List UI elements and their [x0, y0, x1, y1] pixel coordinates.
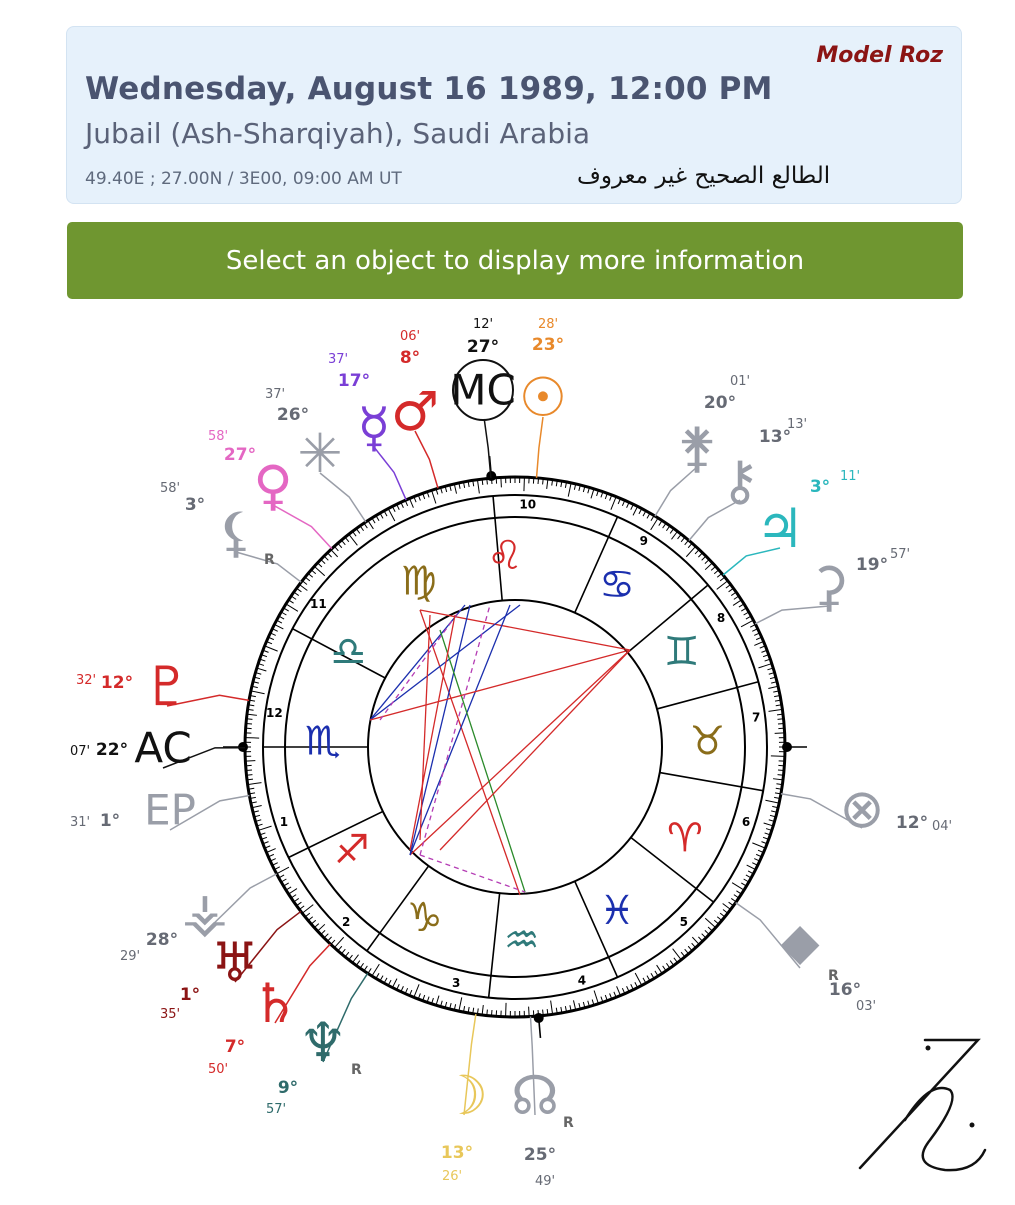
chiron-degree: 13° — [759, 427, 791, 447]
mc-point-minutes: 12' — [473, 317, 493, 332]
venus-glyph[interactable]: ♀ — [253, 454, 293, 517]
venus-symbol[interactable] — [253, 454, 293, 517]
ceres-glyph[interactable]: ⚳ — [809, 555, 849, 618]
house-number-9: 9 — [640, 534, 648, 548]
uranus-glyph[interactable]: ♅ — [211, 931, 259, 994]
neptune-symbol[interactable] — [299, 1011, 362, 1078]
saturn-glyph[interactable]: ♄ — [251, 972, 299, 1035]
house-cusp — [657, 682, 758, 709]
capricorn-sign[interactable]: ♑ — [407, 895, 443, 941]
north-node-degree: 25° — [524, 1145, 556, 1165]
neptune-minutes: 57' — [266, 1102, 286, 1117]
mars-symbol[interactable] — [391, 380, 439, 443]
gemini-sign[interactable]: ♊ — [664, 629, 700, 675]
vesta-glyph[interactable]: ⚶ — [182, 881, 228, 944]
cancer-sign[interactable]: ♋ — [599, 562, 635, 608]
eris-glyph[interactable]: ⯁ — [778, 917, 821, 980]
house-cusp — [660, 773, 763, 791]
degree-tick — [258, 826, 271, 830]
asc-marker-dot — [238, 742, 248, 752]
vesta-degree: 28° — [146, 930, 178, 950]
degree-tick — [274, 624, 283, 629]
degree-tick — [265, 646, 278, 651]
east-point-minutes: 31' — [70, 815, 90, 830]
degree-tick — [758, 664, 771, 668]
ascendant-glyph[interactable]: AC — [134, 724, 191, 773]
chiron-glyph[interactable]: ⚷ — [720, 449, 760, 512]
pluto-symbol[interactable] — [143, 655, 191, 718]
degree-tick — [635, 973, 642, 985]
pluto-minutes: 32' — [76, 673, 96, 688]
juno-glyph[interactable]: ⚵ — [677, 416, 717, 479]
venus-minutes: 58' — [208, 429, 228, 444]
ceres-minutes: 57' — [890, 547, 910, 562]
jupiter-glyph[interactable]: ♃ — [756, 497, 804, 560]
ascendant-symbol[interactable] — [134, 724, 191, 773]
ascendant-minutes: 07' — [70, 744, 90, 759]
degree-tick — [248, 783, 262, 785]
aspect-line — [420, 615, 430, 840]
north-node-glyph[interactable]: ☊ — [511, 1064, 559, 1127]
mars-minutes: 06' — [400, 329, 420, 344]
sun-minutes: 28' — [538, 317, 558, 332]
east-point-glyph[interactable]: EP — [144, 786, 196, 835]
house-number-10: 10 — [519, 497, 536, 511]
libra-sign[interactable]: ♎ — [330, 629, 366, 675]
house-number-5: 5 — [680, 915, 688, 929]
east-point-degree: 1° — [100, 811, 120, 831]
degree-tick — [314, 566, 324, 575]
eris-degree: 16° — [829, 980, 861, 1000]
dsc-marker-dot — [782, 742, 792, 752]
taurus-sign[interactable]: ♉ — [689, 718, 725, 764]
ascendant-degree: 22° — [96, 740, 128, 760]
pallas-degree: 26° — [277, 405, 309, 425]
eris-minutes: 03' — [856, 999, 876, 1014]
leo-sign[interactable]: ♌ — [487, 533, 523, 579]
jupiter-symbol[interactable] — [756, 497, 804, 560]
chart-coordinates: 49.40E ; 27.00N / 3E00, 09:00 AM UT — [85, 169, 402, 189]
jupiter-minutes: 11' — [840, 469, 860, 484]
mc-point-symbol[interactable] — [450, 360, 516, 420]
venus-degree: 27° — [224, 445, 256, 465]
degree-tick — [551, 1001, 553, 1015]
mercury-glyph[interactable]: ☿ — [357, 396, 390, 459]
lilith-degree: 3° — [185, 495, 205, 515]
degree-tick — [769, 709, 783, 711]
degree-tick — [573, 1000, 575, 1010]
aspect-line — [420, 855, 525, 892]
north-node-retrograde: R — [563, 1115, 574, 1131]
chiron-minutes: 13' — [787, 417, 807, 432]
pisces-sign[interactable]: ♓ — [599, 888, 635, 934]
scorpio-sign[interactable]: ♏ — [305, 718, 341, 764]
mercury-degree: 17° — [338, 371, 370, 391]
degree-tick — [611, 497, 616, 510]
sun-glyph[interactable]: ☉ — [519, 366, 567, 429]
aspect-lines — [370, 605, 630, 895]
pallas-minutes: 37' — [265, 387, 285, 402]
chart-place: Jubail (Ash-Sharqiyah), Saudi Arabia — [85, 117, 590, 150]
ic-marker-dot — [534, 1013, 544, 1023]
sagittarius-sign[interactable]: ♐ — [334, 827, 370, 873]
house-number-1: 1 — [280, 815, 288, 829]
saturn-degree: 7° — [225, 1037, 245, 1057]
house-number-7: 7 — [752, 710, 760, 724]
uranus-minutes: 35' — [160, 1007, 180, 1022]
sun-degree: 23° — [532, 335, 564, 355]
juno-symbol[interactable] — [677, 416, 717, 479]
neptune-degree: 9° — [278, 1078, 298, 1098]
aquarius-sign[interactable]: ♒ — [504, 917, 540, 963]
fortune-minutes: 04' — [932, 819, 952, 834]
ceres-symbol[interactable] — [809, 555, 849, 618]
house-number-8: 8 — [717, 611, 725, 625]
aspect-line — [440, 630, 525, 892]
neptune-glyph[interactable]: ♆ — [299, 1011, 347, 1074]
mc-point-degree: 27° — [467, 337, 499, 357]
degree-tick — [432, 490, 436, 503]
degree-tick — [765, 800, 779, 803]
house-number-11: 11 — [310, 597, 327, 611]
fortune-symbol[interactable] — [839, 777, 884, 840]
moon-minutes: 26' — [442, 1169, 462, 1184]
chart-header — [66, 26, 962, 204]
mars-degree: 8° — [400, 348, 420, 368]
uranus-degree: 1° — [180, 985, 200, 1005]
degree-tick — [459, 997, 462, 1011]
north-node-symbol[interactable] — [511, 1064, 574, 1131]
signature — [860, 1040, 985, 1170]
aspect-line — [420, 605, 490, 855]
natal-chart — [0, 300, 1015, 1200]
eris-symbol[interactable] — [778, 917, 839, 984]
house-number-12: 12 — [266, 706, 283, 720]
ceres-degree: 19° — [856, 555, 888, 575]
degree-tick — [686, 546, 695, 556]
degree-tick — [334, 937, 343, 947]
mc-point-glyph[interactable]: MC — [450, 366, 516, 415]
degree-tick — [568, 483, 571, 497]
juno-degree: 20° — [704, 393, 736, 413]
degree-tick — [752, 843, 765, 848]
virgo-sign[interactable]: ♍ — [401, 558, 437, 604]
house-cusp — [489, 893, 500, 997]
arabic-note: الطالع الصحيح غير معروف — [577, 163, 830, 189]
degree-tick — [741, 620, 753, 627]
chart-date: Wednesday, August 16 1989, 12:00 PM — [85, 71, 773, 107]
degree-tick — [388, 509, 395, 521]
lilith-minutes: 58' — [160, 481, 180, 496]
degree-tick — [477, 480, 479, 494]
moon-symbol[interactable] — [440, 1064, 488, 1127]
degree-tick — [414, 984, 419, 997]
brand-label: Model Roz — [816, 43, 943, 68]
moon-degree: 13° — [441, 1143, 473, 1163]
house-number-3: 3 — [452, 976, 460, 990]
chart-wheel — [0, 300, 1015, 1200]
degree-tick — [266, 849, 275, 853]
info-bar[interactable]: Select an object to display more information — [67, 222, 963, 299]
pallas-glyph[interactable]: ✳ — [297, 422, 342, 485]
mercury-symbol[interactable] — [357, 396, 390, 459]
house-number-4: 4 — [578, 974, 586, 988]
degree-tick — [454, 484, 456, 494]
aspect-line — [370, 650, 630, 720]
pluto-degree: 12° — [101, 673, 133, 693]
neptune-retrograde: R — [351, 1062, 362, 1078]
vesta-minutes: 29' — [120, 949, 140, 964]
degree-tick — [594, 990, 598, 1003]
degree-tick — [705, 918, 715, 927]
degree-tick — [277, 867, 289, 874]
aries-sign[interactable]: ♈ — [667, 815, 703, 861]
degree-tick — [705, 563, 712, 570]
jupiter-degree: 3° — [810, 477, 830, 497]
fortune-glyph[interactable]: ⊗ — [839, 777, 884, 840]
juno-minutes: 01' — [730, 374, 750, 389]
fortune-degree: 12° — [896, 813, 928, 833]
moon-glyph[interactable]: ☽ — [440, 1064, 488, 1127]
house-number-6: 6 — [742, 815, 750, 829]
lilith-glyph[interactable]: ⚸ — [216, 501, 256, 564]
eris-retrograde: R — [828, 968, 839, 984]
sun-symbol[interactable] — [519, 366, 567, 429]
mars-glyph[interactable]: ♂ — [391, 380, 439, 443]
mercury-minutes: 37' — [328, 352, 348, 367]
lilith-retrograde: R — [264, 552, 275, 568]
pluto-glyph[interactable]: ♇ — [143, 655, 191, 718]
north-node-minutes: 49' — [535, 1174, 555, 1189]
aspect-line — [410, 615, 455, 850]
degree-tick — [251, 691, 265, 694]
chiron-symbol[interactable] — [720, 449, 760, 512]
house-number-2: 2 — [342, 915, 350, 929]
saturn-symbol[interactable] — [251, 972, 299, 1035]
aspect-line — [410, 605, 470, 855]
east-point-symbol[interactable] — [144, 786, 196, 835]
saturn-minutes: 50' — [208, 1062, 228, 1077]
pallas-symbol[interactable] — [297, 422, 342, 485]
